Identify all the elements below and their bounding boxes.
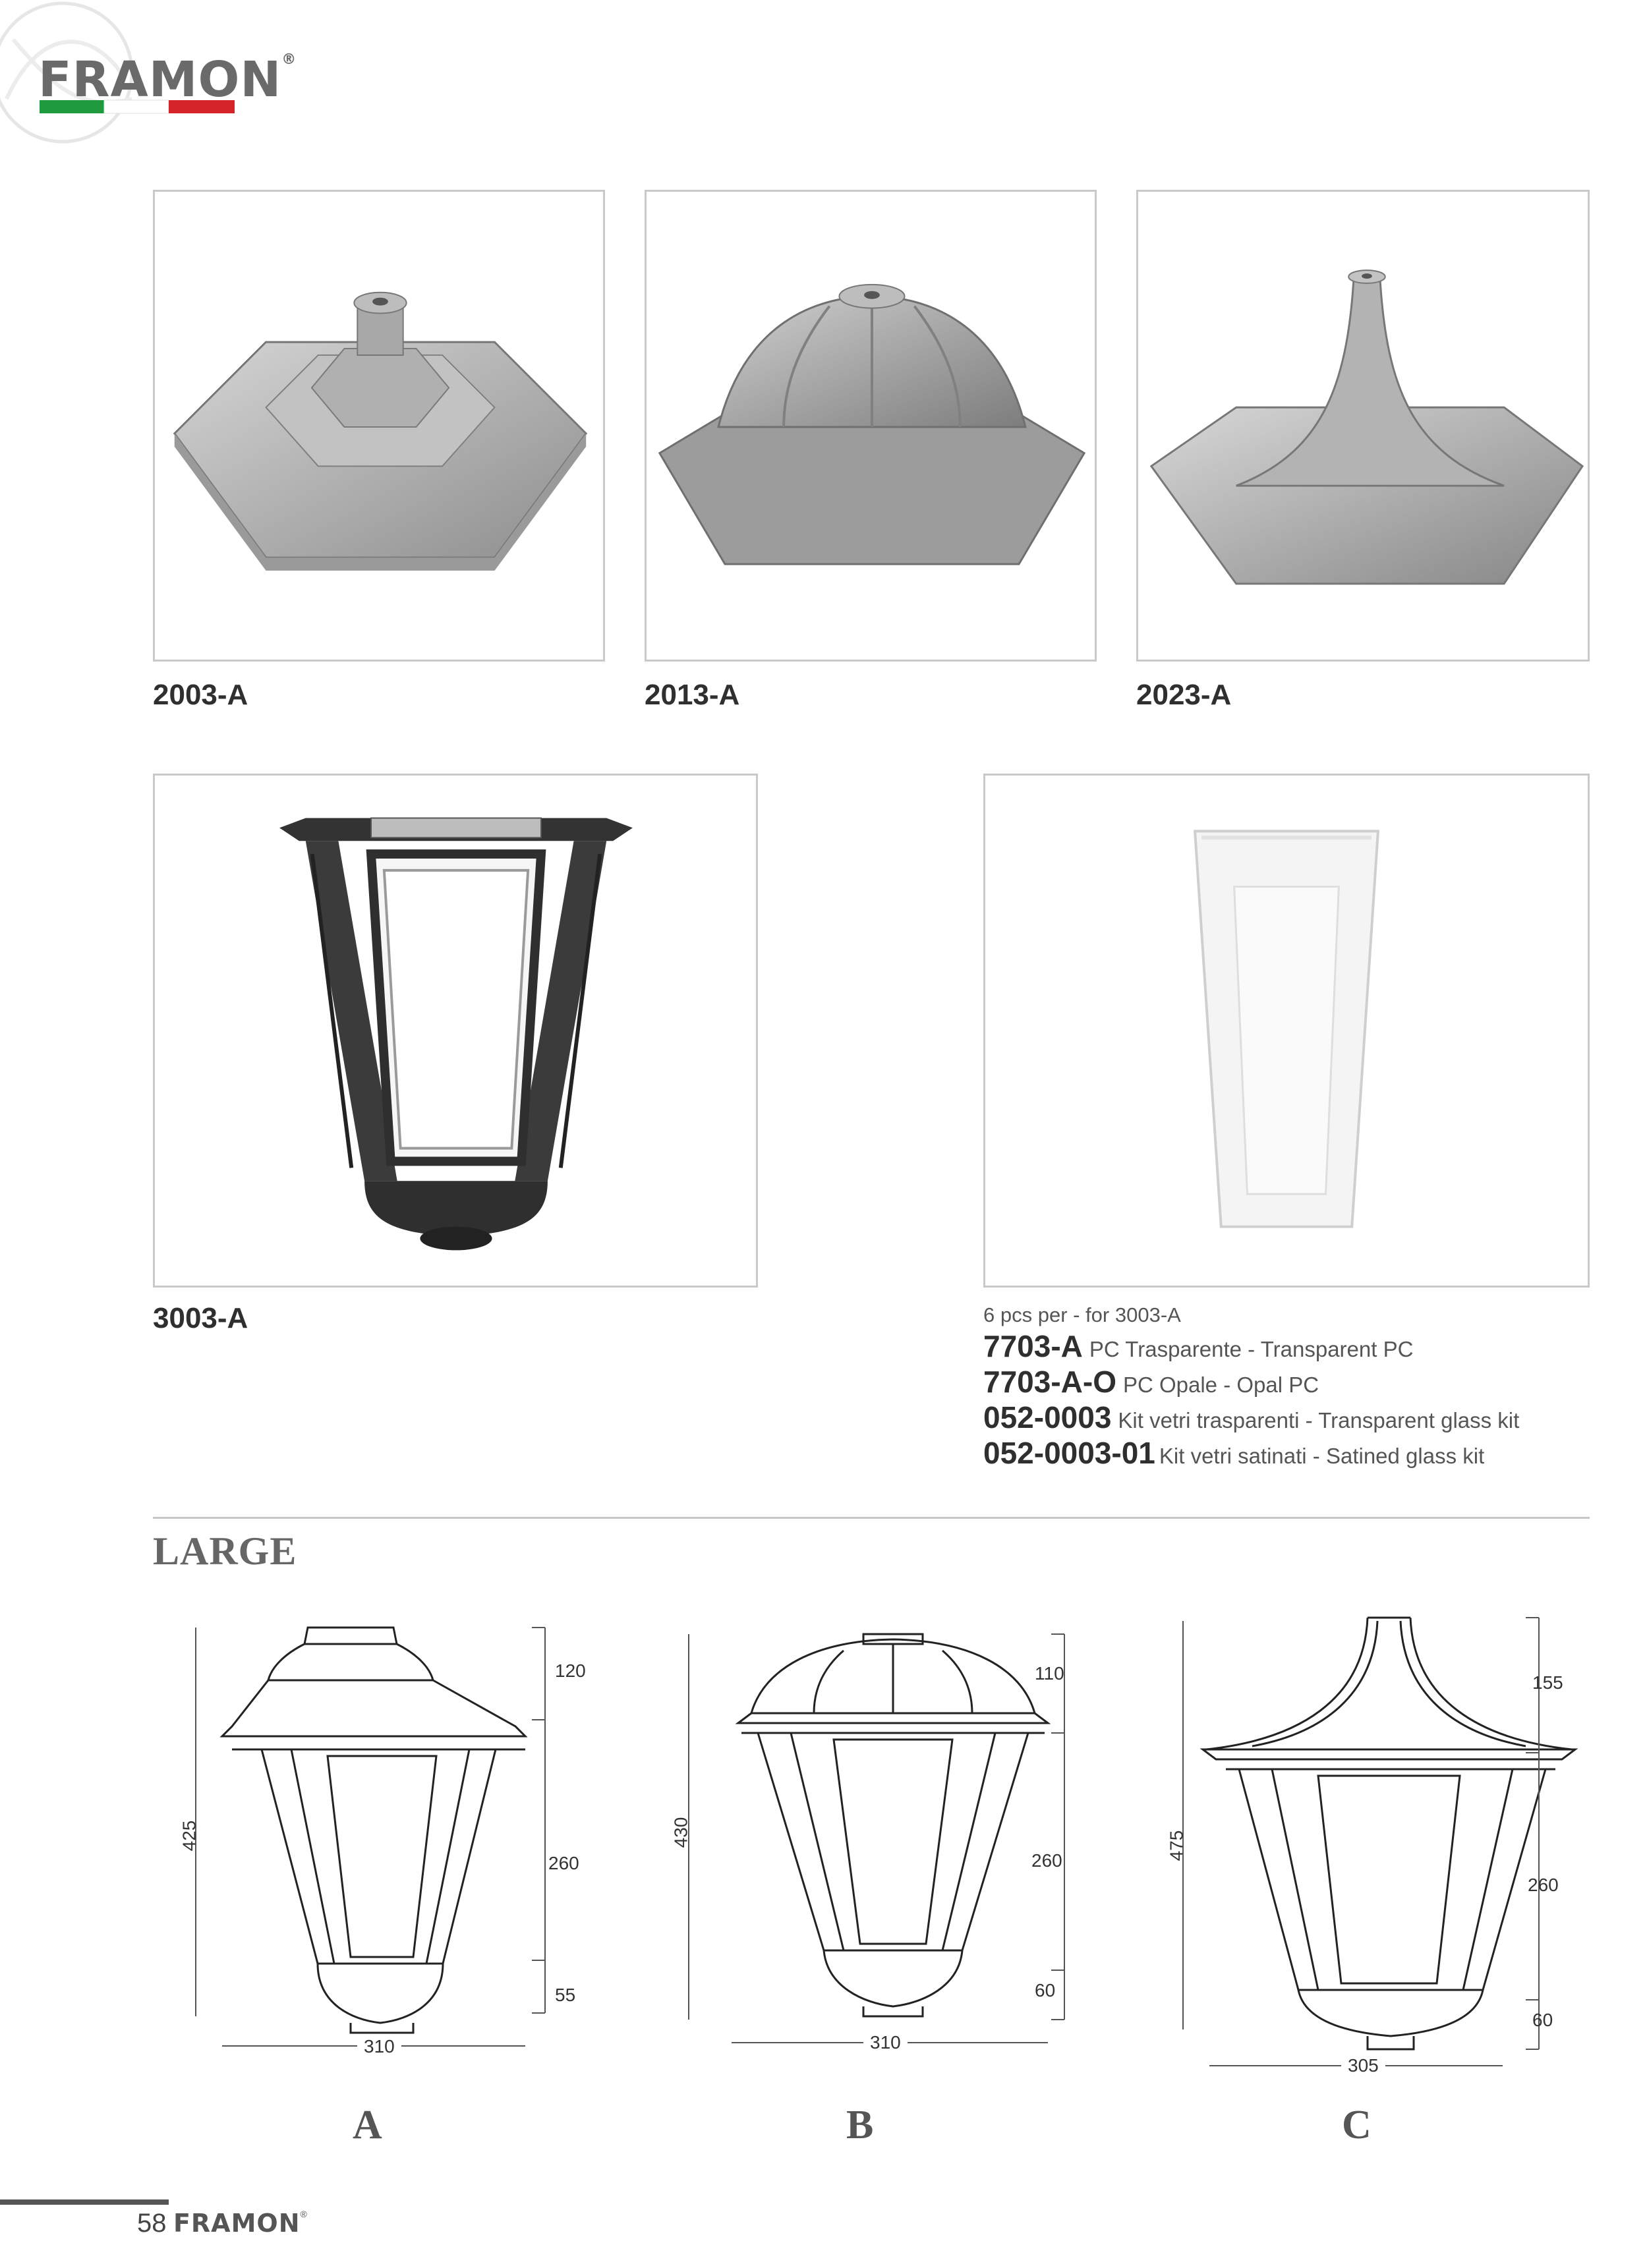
accessory-row	[983, 1400, 1519, 1435]
dimension-top: 155	[1532, 1672, 1563, 1693]
page-number: 58	[137, 2209, 167, 2238]
accessory-desc: PC Opale - Opal PC	[1122, 1373, 1319, 1397]
dimension-width: 310	[863, 2032, 908, 2053]
dimension-height: 425	[179, 1820, 200, 1852]
dimension-bottom: 60	[1532, 2010, 1553, 2030]
dimension-bottom: 55	[555, 1985, 576, 2005]
dimension-middle: 260	[1528, 1875, 1559, 1895]
product-code-2013-a: 2013-A	[645, 679, 740, 711]
product-code-2023-a: 2023-A	[1136, 679, 1232, 711]
accessory-desc: Kit vetri trasparenti - Transparent glass kit	[1118, 1408, 1520, 1432]
drawing-c	[1167, 1601, 1615, 2089]
product-image-3003-a	[153, 774, 758, 1288]
dimension-top: 110	[1035, 1663, 1064, 1684]
accessory-desc: Kit vetri satinati - Satined glass kit	[1159, 1444, 1485, 1468]
logo-name: FRAMON	[38, 51, 282, 108]
drawing-a	[153, 1608, 601, 2082]
accessory-code: 052-0003-01	[983, 1436, 1155, 1470]
product-image-7703-a-panel	[983, 774, 1590, 1288]
dimension-middle: 260	[1031, 1850, 1062, 1871]
dimension-width: 305	[1341, 2055, 1385, 2076]
roof-hexagonal-stepped-icon	[155, 192, 603, 660]
logo-registered: ®	[281, 51, 297, 68]
accessory-row	[983, 1364, 1319, 1400]
accessory-row	[983, 1328, 1413, 1364]
dimension-bottom: 60	[1035, 1980, 1056, 2000]
footer-brand: FRAMON	[173, 2209, 301, 2238]
lantern-body-icon	[155, 776, 756, 1286]
accessory-desc: PC Trasparente - Transparent PC	[1089, 1337, 1414, 1361]
roof-dome-icon	[647, 192, 1095, 660]
accessory-code: 7703-A-O	[983, 1365, 1116, 1399]
footer	[137, 2209, 307, 2238]
dimension-width: 310	[357, 2036, 401, 2057]
section-title: LARGE	[153, 1529, 297, 1573]
product-image-2023-a	[1136, 190, 1590, 662]
footer-bar	[0, 2199, 169, 2205]
product-image-2003-a	[153, 190, 605, 662]
dimension-height: 430	[670, 1817, 691, 1848]
accessory-row	[983, 1435, 1484, 1471]
variant-label-a: A	[353, 2103, 382, 2147]
section-divider	[153, 1517, 1590, 1519]
accessory-note: 6 pcs per - for 3003-A	[983, 1303, 1181, 1326]
product-image-2013-a	[645, 190, 1097, 662]
product-code-3003-a: 3003-A	[153, 1302, 248, 1334]
variant-label-c: C	[1342, 2103, 1372, 2147]
dimension-top: 120	[555, 1660, 586, 1681]
dimension-middle: 260	[548, 1853, 579, 1873]
roof-flared-spire-icon	[1138, 192, 1588, 660]
variant-label-b: B	[846, 2103, 874, 2147]
footer-registered: ®	[300, 2209, 307, 2219]
product-code-2003-a: 2003-A	[153, 679, 248, 711]
lantern-drawing-a-icon	[153, 1608, 601, 2082]
diffuser-panel-icon	[985, 776, 1588, 1286]
dimension-height: 475	[1166, 1830, 1187, 1861]
accessory-code: 7703-A	[983, 1329, 1083, 1363]
accessory-code: 052-0003	[983, 1400, 1112, 1434]
header-logo	[0, 0, 297, 152]
drawing-b	[666, 1608, 1114, 2082]
